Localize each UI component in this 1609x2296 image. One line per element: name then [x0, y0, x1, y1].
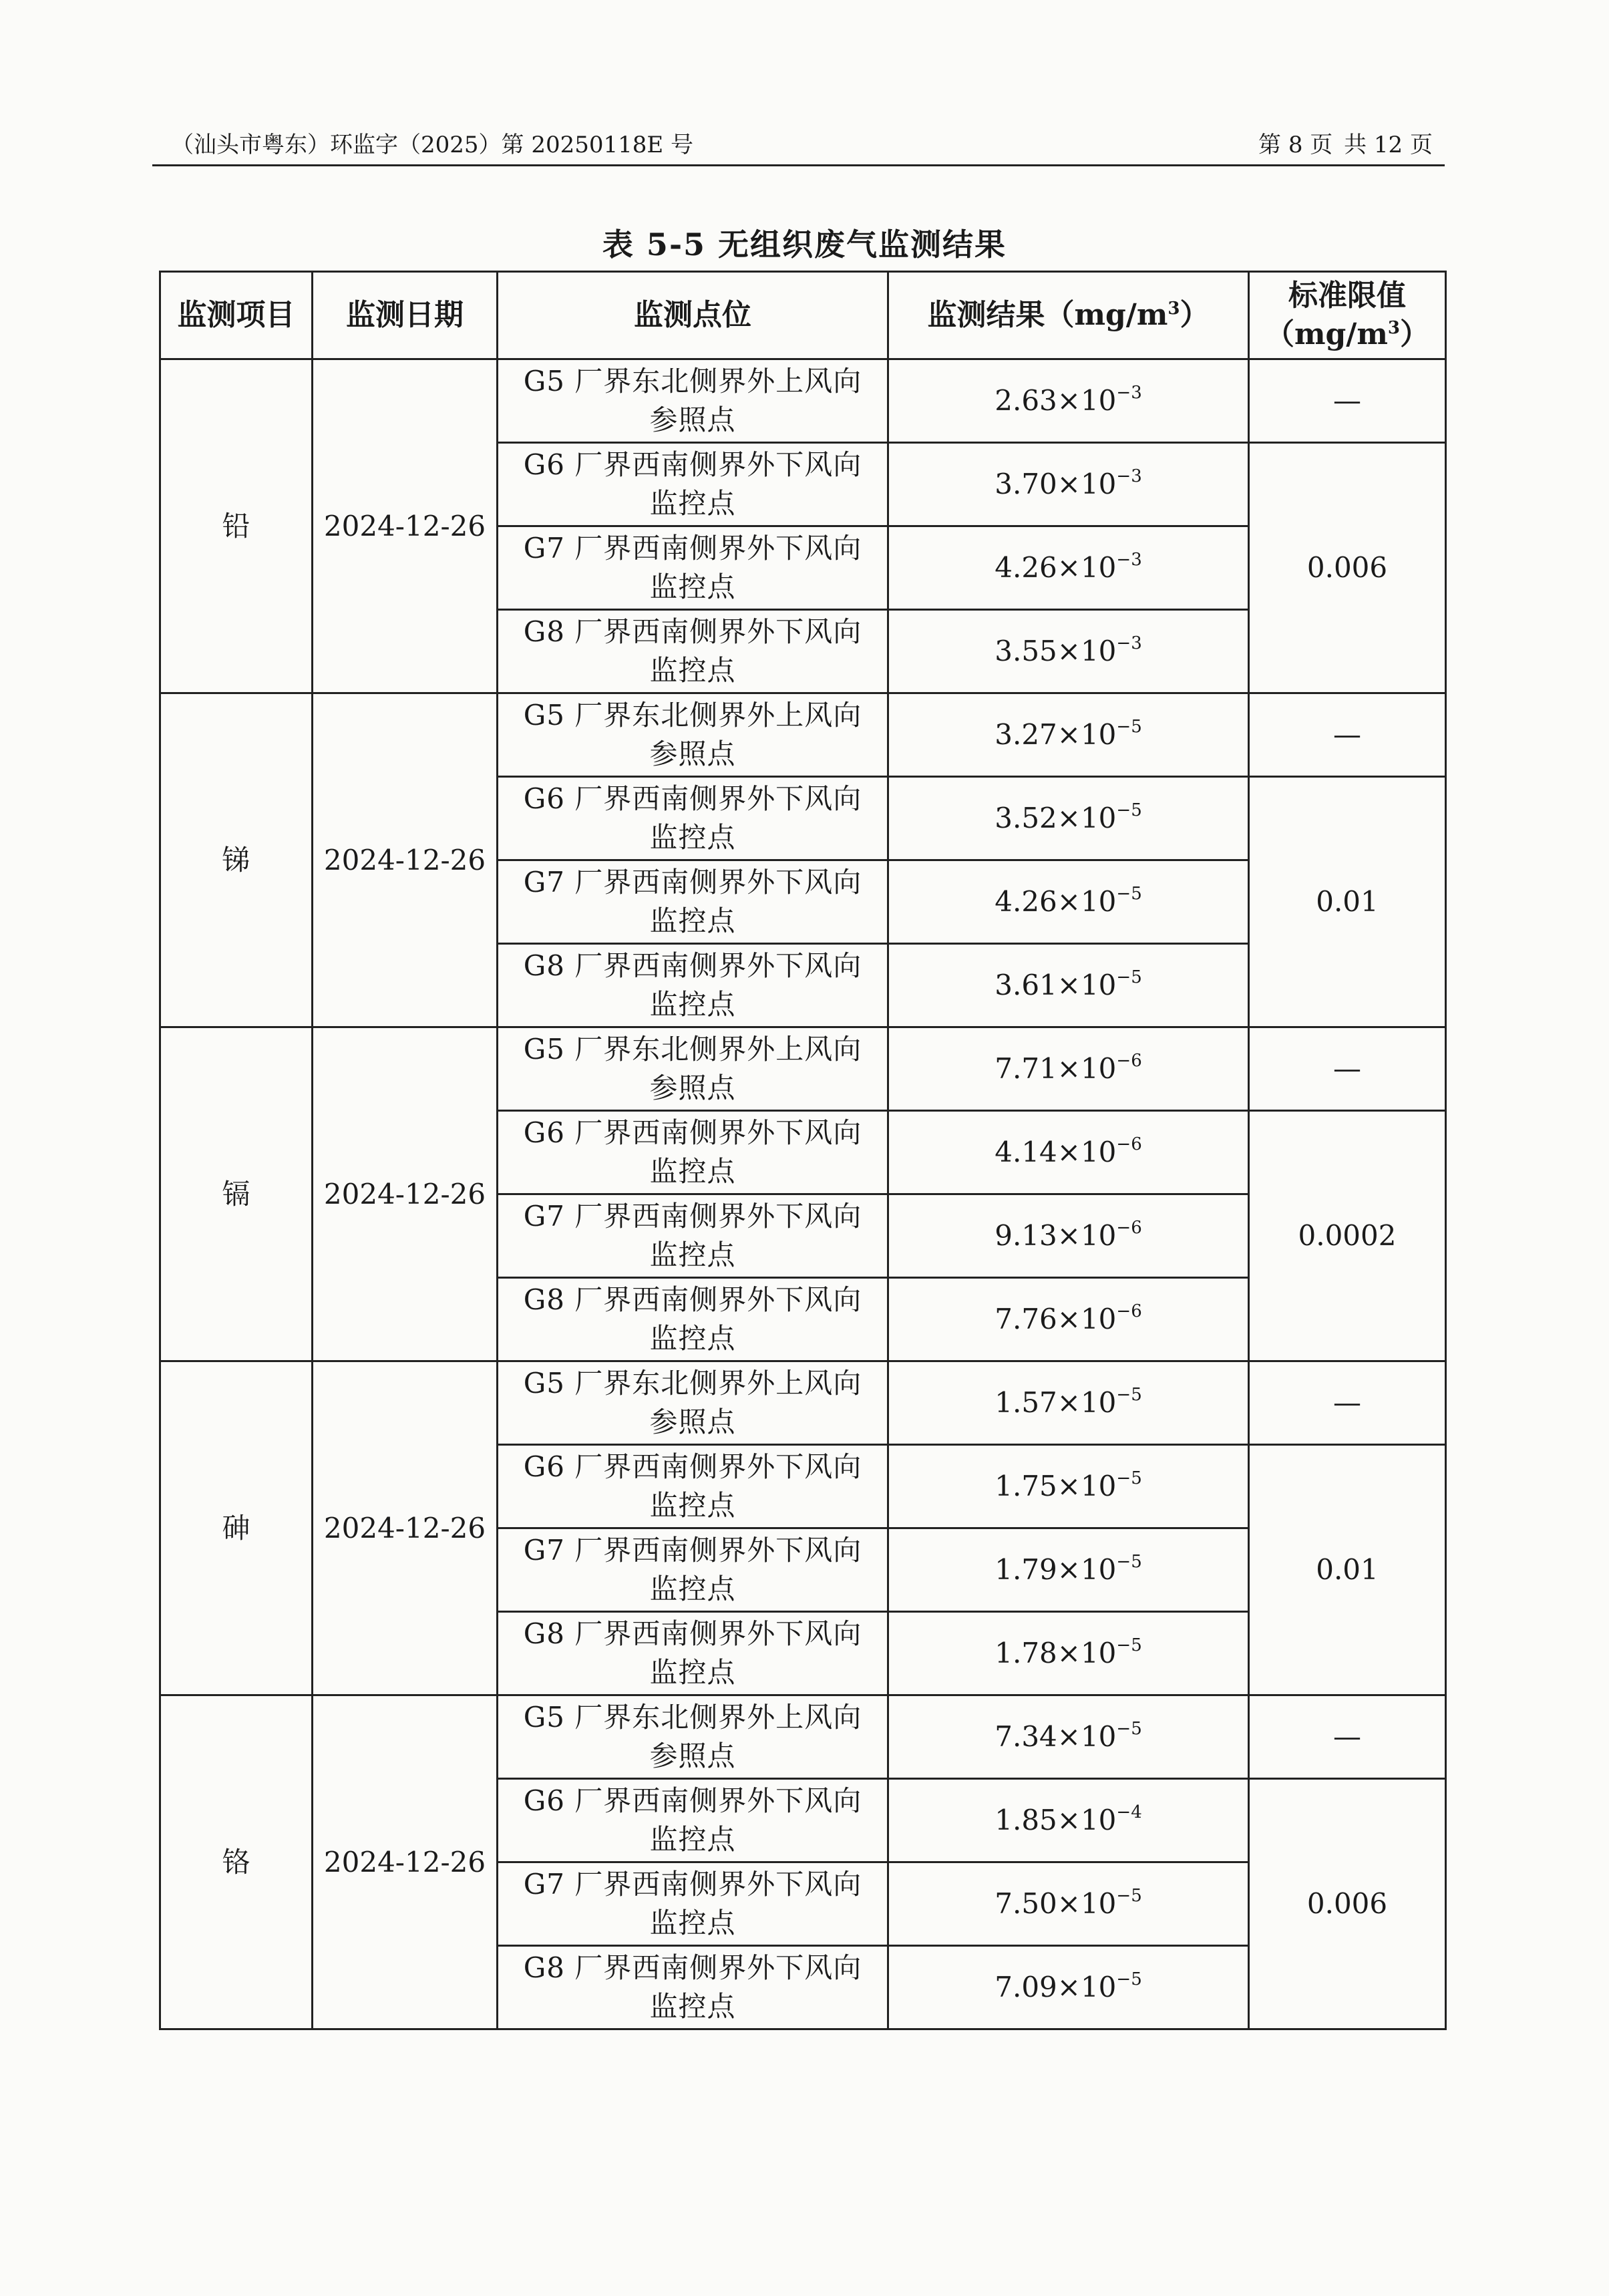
- location-line1: G7 厂界西南侧界外下风向: [523, 1868, 862, 1901]
- result-exponent: −5: [1116, 1635, 1142, 1655]
- location-line2: 监控点: [649, 654, 736, 687]
- result-mantissa: 1.85×10: [995, 1804, 1117, 1836]
- result-mantissa: 7.71×10: [995, 1052, 1117, 1085]
- location-line2: 监控点: [649, 1656, 736, 1689]
- cell-location: [498, 443, 888, 526]
- location-line2: 监控点: [649, 821, 736, 854]
- result-exponent: −6: [1116, 1301, 1142, 1321]
- location-line1: G5 厂界东北侧界外上风向: [523, 1367, 862, 1400]
- location-line1: G5 厂界东北侧界外上风向: [523, 699, 862, 731]
- cell-location: [498, 1194, 888, 1278]
- cell-result: [888, 693, 1249, 777]
- cell-location: [498, 1779, 888, 1862]
- cell-result: [888, 443, 1249, 526]
- cell-limit-reference: —: [1249, 1695, 1446, 1779]
- table-row: [160, 1361, 1446, 1445]
- result-exponent: −6: [1116, 1051, 1142, 1071]
- col-header-location: 监测点位: [498, 272, 888, 359]
- result-mantissa: 2.63×10: [995, 384, 1117, 417]
- cell-limit-reference: —: [1249, 1361, 1446, 1445]
- location-line1: G6 厂界西南侧界外下风向: [523, 1784, 862, 1817]
- location-line2: 监控点: [649, 487, 736, 520]
- col-header-limit: [1249, 272, 1446, 359]
- cell-location: [498, 1445, 888, 1528]
- table-row: [160, 1695, 1446, 1779]
- result-mantissa: 1.79×10: [995, 1553, 1117, 1586]
- result-exponent: −3: [1116, 466, 1142, 486]
- cell-limit: 0.006: [1249, 443, 1446, 693]
- cell-location: [498, 1862, 888, 1946]
- cell-limit: 0.01: [1249, 1445, 1446, 1695]
- result-mantissa: 4.26×10: [995, 551, 1117, 584]
- result-mantissa: 1.78×10: [995, 1637, 1117, 1669]
- cell-limit: 0.0002: [1249, 1111, 1446, 1361]
- result-mantissa: 1.57×10: [995, 1386, 1117, 1419]
- cell-limit-reference: —: [1249, 359, 1446, 443]
- location-line2: 监控点: [649, 1990, 736, 2023]
- location-line2: 参照点: [649, 1072, 736, 1104]
- result-exponent: −5: [1116, 717, 1142, 737]
- cell-result: [888, 860, 1249, 944]
- cell-location: [498, 526, 888, 610]
- cell-result: [888, 1111, 1249, 1194]
- result-exponent: −5: [1116, 884, 1142, 904]
- location-line2: 监控点: [649, 1823, 736, 1856]
- page-indicator: [1254, 126, 1433, 159]
- location-line1: G7 厂界西南侧界外下风向: [523, 532, 862, 564]
- cell-result: [888, 526, 1249, 610]
- cell-location: [498, 610, 888, 693]
- cell-result: [888, 1862, 1249, 1946]
- col-header-result-close: ）: [1180, 298, 1210, 332]
- cell-date: 2024-12-26: [313, 1027, 498, 1361]
- location-line1: G6 厂界西南侧界外下风向: [523, 1450, 862, 1483]
- cell-limit-reference: —: [1249, 693, 1446, 777]
- location-line2: 参照点: [649, 1406, 736, 1438]
- result-exponent: −3: [1116, 633, 1142, 653]
- result-mantissa: 7.76×10: [995, 1303, 1117, 1335]
- location-line2: 监控点: [649, 1489, 736, 1522]
- table-row: [160, 693, 1446, 777]
- result-exponent: −6: [1116, 1218, 1142, 1238]
- location-line2: 监控点: [649, 1239, 736, 1271]
- cell-result: [888, 1361, 1249, 1445]
- cell-limit: 0.01: [1249, 777, 1446, 1027]
- cell-item: 锑: [160, 693, 313, 1027]
- cell-location: [498, 1361, 888, 1445]
- cell-location: [498, 1695, 888, 1779]
- col-header-result-text: 监测结果（mg/m: [927, 298, 1168, 332]
- location-line1: G7 厂界西南侧界外下风向: [523, 866, 862, 898]
- result-mantissa: 3.52×10: [995, 802, 1117, 834]
- cell-result: [888, 1194, 1249, 1278]
- cell-result: [888, 359, 1249, 443]
- result-exponent: −5: [1116, 1719, 1142, 1739]
- col-header-result-sup: 3: [1168, 299, 1180, 319]
- cell-limit: 0.006: [1249, 1779, 1446, 2029]
- location-line2: 监控点: [649, 1322, 736, 1355]
- cell-result: [888, 777, 1249, 860]
- cell-location: [498, 1278, 888, 1361]
- result-exponent: −5: [1116, 1385, 1142, 1405]
- location-line2: 参照点: [649, 403, 736, 436]
- col-header-limit-line2: [1250, 315, 1445, 354]
- cell-location: [498, 359, 888, 443]
- result-mantissa: 3.61×10: [995, 969, 1117, 1001]
- location-line1: G7 厂界西南侧界外下风向: [523, 1200, 862, 1233]
- cell-date: 2024-12-26: [313, 1695, 498, 2029]
- location-line1: G5 厂界东北侧界外上风向: [523, 1701, 862, 1734]
- cell-result: [888, 1528, 1249, 1612]
- cell-location: [498, 1946, 888, 2029]
- location-line2: 参照点: [649, 737, 736, 770]
- location-line1: G8 厂界西南侧界外下风向: [523, 949, 862, 982]
- result-exponent: −5: [1116, 1886, 1142, 1906]
- cell-location: [498, 777, 888, 860]
- result-exponent: −5: [1116, 1552, 1142, 1572]
- col-header-date: 监测日期: [313, 272, 498, 359]
- cell-result: [888, 610, 1249, 693]
- cell-item: 镉: [160, 1027, 313, 1361]
- page-total: 共 12 页: [1344, 132, 1433, 158]
- cell-location: [498, 944, 888, 1027]
- result-mantissa: 4.26×10: [995, 885, 1117, 918]
- cell-limit-reference: —: [1249, 1027, 1446, 1111]
- cell-item: 铅: [160, 359, 313, 693]
- location-line1: G8 厂界西南侧界外下风向: [523, 1951, 862, 1984]
- cell-item: 铬: [160, 1695, 313, 2029]
- location-line1: G5 厂界东北侧界外上风向: [523, 1033, 862, 1065]
- table-header-row: [160, 272, 1446, 359]
- result-mantissa: 7.50×10: [995, 1887, 1117, 1920]
- cell-result: [888, 1612, 1249, 1695]
- result-exponent: −3: [1116, 383, 1142, 403]
- result-mantissa: 4.14×10: [995, 1136, 1117, 1168]
- cell-location: [498, 1111, 888, 1194]
- result-mantissa: 9.13×10: [995, 1219, 1117, 1252]
- cell-date: 2024-12-26: [313, 1361, 498, 1695]
- table-title: 表 5-5 无组织废气监测结果: [602, 226, 1007, 263]
- cell-date: 2024-12-26: [313, 693, 498, 1027]
- table-row: [160, 1027, 1446, 1111]
- col-header-limit-unit: （mg/m: [1264, 317, 1388, 351]
- location-line2: 监控点: [649, 905, 736, 937]
- location-line1: G6 厂界西南侧界外下风向: [523, 448, 862, 481]
- cell-result: [888, 1946, 1249, 2029]
- cell-result: [888, 1027, 1249, 1111]
- location-line1: G8 厂界西南侧界外下风向: [523, 1283, 862, 1316]
- result-exponent: −3: [1116, 550, 1142, 570]
- result-exponent: −5: [1116, 800, 1142, 820]
- col-header-item: 监测项目: [160, 272, 313, 359]
- location-line1: G6 厂界西南侧界外下风向: [523, 1116, 862, 1149]
- location-line1: G6 厂界西南侧界外下风向: [523, 782, 862, 815]
- result-exponent: −5: [1116, 967, 1142, 987]
- cell-result: [888, 1779, 1249, 1862]
- location-line2: 参照点: [649, 1740, 736, 1772]
- location-line1: G8 厂界西南侧界外下风向: [523, 1617, 862, 1650]
- table-row: [160, 359, 1446, 443]
- result-mantissa: 3.55×10: [995, 635, 1117, 667]
- location-line1: G8 厂界西南侧界外下风向: [523, 615, 862, 648]
- col-header-result: [888, 272, 1249, 359]
- result-mantissa: 7.09×10: [995, 1971, 1117, 2003]
- location-line2: 监控点: [649, 988, 736, 1021]
- result-exponent: −6: [1116, 1134, 1142, 1154]
- cell-item: 砷: [160, 1361, 313, 1695]
- page-header: [152, 131, 1445, 166]
- cell-result: [888, 1278, 1249, 1361]
- location-line2: 监控点: [649, 1573, 736, 1605]
- location-line1: G5 厂界东北侧界外上风向: [523, 365, 862, 397]
- cell-date: 2024-12-26: [313, 359, 498, 693]
- result-exponent: −5: [1116, 1468, 1142, 1488]
- result-mantissa: 7.34×10: [995, 1720, 1117, 1753]
- cell-result: [888, 1445, 1249, 1528]
- cell-location: [498, 1027, 888, 1111]
- col-header-limit-line1: 标准限值: [1288, 279, 1406, 313]
- result-mantissa: 1.75×10: [995, 1470, 1117, 1502]
- location-line2: 监控点: [649, 1907, 736, 1939]
- cell-result: [888, 1695, 1249, 1779]
- cell-location: [498, 860, 888, 944]
- result-exponent: −4: [1116, 1802, 1142, 1822]
- report-number: （汕头市粤东）环监字（2025）第 20250118E 号: [171, 132, 694, 158]
- col-header-limit-sup: 3: [1387, 318, 1401, 338]
- monitoring-results-table: [159, 271, 1447, 2030]
- result-mantissa: 3.70×10: [995, 468, 1117, 500]
- col-header-limit-close: ）: [1400, 317, 1430, 351]
- location-line2: 监控点: [649, 1155, 736, 1188]
- location-line1: G7 厂界西南侧界外下风向: [523, 1534, 862, 1567]
- result-mantissa: 3.27×10: [995, 718, 1117, 751]
- location-line2: 监控点: [649, 570, 736, 603]
- cell-location: [498, 693, 888, 777]
- page-number: 第 8 页: [1258, 132, 1333, 158]
- result-exponent: −5: [1116, 1969, 1142, 1989]
- cell-location: [498, 1528, 888, 1612]
- cell-location: [498, 1612, 888, 1695]
- cell-result: [888, 944, 1249, 1027]
